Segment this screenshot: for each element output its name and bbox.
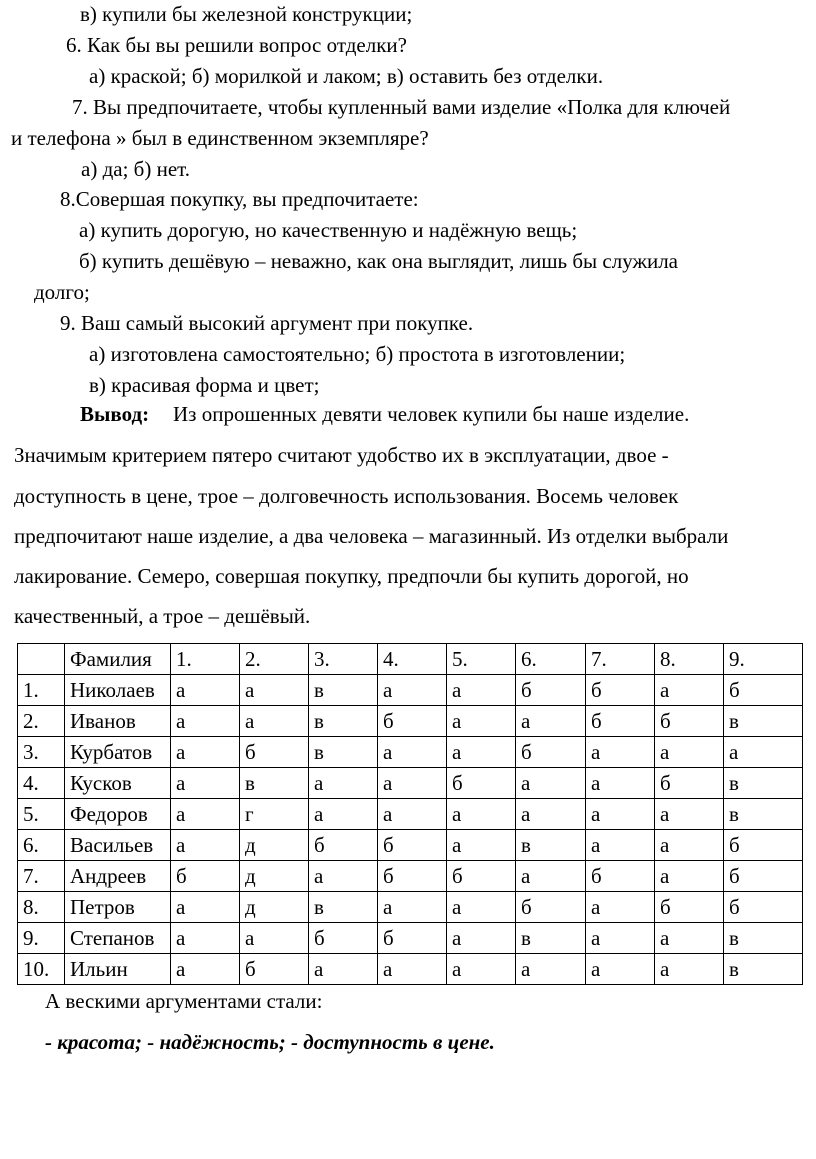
table-cell: а	[171, 923, 240, 954]
table-cell: б	[724, 675, 803, 706]
table-header-cell: 2.	[240, 644, 309, 675]
table-cell: а	[655, 675, 724, 706]
question-7-line2: и телефона » был в единственном экземпляре?	[11, 126, 429, 150]
table-cell: а	[586, 892, 655, 923]
question-9: 9. Ваш самый высокий аргумент при покупке.	[60, 311, 474, 335]
table-cell: б	[655, 892, 724, 923]
table-header-row	[18, 644, 803, 675]
table-cell: а	[655, 923, 724, 954]
table-cell: 4.	[18, 768, 65, 799]
table-cell: 9.	[18, 923, 65, 954]
conclusion-label: Вывод:	[80, 402, 150, 426]
table-cell: Курбатов	[65, 737, 171, 768]
table-cell: в	[724, 768, 803, 799]
table-row	[18, 768, 803, 799]
table-cell: б	[447, 861, 516, 892]
table-cell: а	[240, 923, 309, 954]
table-cell: б	[516, 675, 586, 706]
table-cell: 5.	[18, 799, 65, 830]
table-header-cell: 5.	[447, 644, 516, 675]
table-cell: а	[378, 954, 447, 985]
option-9c: в) красивая форма и цвет;	[89, 373, 320, 397]
table-cell: в	[309, 706, 378, 737]
survey-table	[17, 643, 803, 985]
table-cell: б	[378, 861, 447, 892]
table-cell: д	[240, 861, 309, 892]
table-cell: г	[240, 799, 309, 830]
table-cell: а	[171, 675, 240, 706]
table-cell: а	[309, 954, 378, 985]
table-cell: а	[586, 954, 655, 985]
table-cell: Степанов	[65, 923, 171, 954]
table-cell: 8.	[18, 892, 65, 923]
table-cell: а	[171, 830, 240, 861]
table-cell: Ильин	[65, 954, 171, 985]
table-cell: а	[655, 737, 724, 768]
table-cell: б	[724, 861, 803, 892]
options-7: а) да; б) нет.	[81, 157, 190, 181]
table-cell: а	[724, 737, 803, 768]
table-cell: а	[378, 737, 447, 768]
table-cell: а	[447, 892, 516, 923]
arguments-title: А вескими аргументами стали:	[45, 989, 323, 1013]
table-row	[18, 706, 803, 737]
conclusion-line4: предпочитают наше изделие, а два человека – магазинный. Из отделки выбрали	[14, 524, 729, 548]
table-cell: а	[378, 892, 447, 923]
table-row	[18, 861, 803, 892]
table-cell: а	[171, 768, 240, 799]
table-row	[18, 954, 803, 985]
table-row	[18, 892, 803, 923]
table-header-cell: 1.	[171, 644, 240, 675]
table-cell: а	[309, 768, 378, 799]
arguments-list: - красота; - надёжность; - доступность в цене.	[45, 1030, 495, 1054]
table-row	[18, 799, 803, 830]
table-cell: б	[378, 706, 447, 737]
table-cell: а	[655, 861, 724, 892]
table-cell: Николаев	[65, 675, 171, 706]
table-cell: б	[240, 737, 309, 768]
table-header-cell: 6.	[516, 644, 586, 675]
table-cell: а	[240, 675, 309, 706]
table-row	[18, 737, 803, 768]
table-cell: а	[516, 706, 586, 737]
table-cell: а	[516, 768, 586, 799]
table-cell: 1.	[18, 675, 65, 706]
table-cell: Петров	[65, 892, 171, 923]
table-cell: а	[171, 706, 240, 737]
table-cell: б	[724, 830, 803, 861]
table-header-cell: 7.	[586, 644, 655, 675]
table-cell: б	[655, 768, 724, 799]
table-cell: д	[240, 830, 309, 861]
conclusion-line1: Из опрошенных девяти человек купили бы наше изделие.	[173, 402, 690, 426]
table-cell: б	[447, 768, 516, 799]
table-cell: б	[171, 861, 240, 892]
conclusion-line2: Значимым критерием пятеро считают удобство их в эксплуатации, двое -	[14, 443, 669, 467]
table-cell: Федоров	[65, 799, 171, 830]
table-cell: б	[378, 830, 447, 861]
table-cell: а	[171, 954, 240, 985]
table-cell: б	[516, 892, 586, 923]
table-cell: а	[586, 923, 655, 954]
table-cell: а	[447, 706, 516, 737]
table-cell: Кусков	[65, 768, 171, 799]
table-cell: а	[447, 799, 516, 830]
table-cell: а	[655, 954, 724, 985]
table-cell: а	[655, 799, 724, 830]
table-cell: в	[309, 737, 378, 768]
table-cell: а	[240, 706, 309, 737]
conclusion-line5: лакирование. Семеро, совершая покупку, предпочли бы купить дорогой, но	[14, 564, 689, 588]
option-5c: в) купили бы железной конструкции;	[80, 2, 413, 26]
conclusion-line3: доступность в цене, трое – долговечность использования. Восемь человек	[14, 484, 679, 508]
table-cell: 6.	[18, 830, 65, 861]
table-header-cell: 8.	[655, 644, 724, 675]
options-6: а) краской; б) морилкой и лаком; в) оставить без отделки.	[89, 64, 604, 88]
table-cell: а	[516, 954, 586, 985]
table-header-cell: 4.	[378, 644, 447, 675]
table-cell: а	[586, 830, 655, 861]
table-cell: а	[309, 799, 378, 830]
option-8b-line1: б) купить дешёвую – неважно, как она выглядит, лишь бы служила	[79, 249, 678, 273]
table-cell: а	[586, 799, 655, 830]
options-9ab: а) изготовлена самостоятельно; б) простота в изготовлении;	[89, 342, 626, 366]
table-cell: а	[586, 768, 655, 799]
table-cell: а	[171, 737, 240, 768]
table-row	[18, 675, 803, 706]
table-cell: д	[240, 892, 309, 923]
table-cell: б	[309, 923, 378, 954]
table-cell: б	[516, 737, 586, 768]
table-cell: а	[447, 954, 516, 985]
table-cell: в	[724, 923, 803, 954]
table-row	[18, 830, 803, 861]
table-cell: б	[378, 923, 447, 954]
table-header-cell: Фамилия	[65, 644, 171, 675]
table-cell: а	[447, 830, 516, 861]
table-row	[18, 923, 803, 954]
table-cell: 3.	[18, 737, 65, 768]
table-cell: б	[724, 892, 803, 923]
table-cell: а	[378, 768, 447, 799]
table-cell: а	[655, 830, 724, 861]
option-8b-line2: долго;	[34, 280, 90, 304]
table-cell: в	[240, 768, 309, 799]
table-cell: в	[309, 675, 378, 706]
table-cell: а	[586, 737, 655, 768]
table-cell: в	[309, 892, 378, 923]
table-cell: а	[447, 923, 516, 954]
table-cell: в	[724, 706, 803, 737]
conclusion-line6: качественный, а трое – дешёвый.	[14, 604, 311, 628]
table-cell: б	[586, 861, 655, 892]
table-cell: а	[309, 861, 378, 892]
table-cell: а	[378, 799, 447, 830]
table-cell: б	[309, 830, 378, 861]
survey-table-body	[18, 644, 803, 985]
question-6: 6. Как бы вы решили вопрос отделки?	[66, 33, 407, 57]
table-cell: а	[516, 799, 586, 830]
table-cell: Иванов	[65, 706, 171, 737]
table-header-cell: 9.	[724, 644, 803, 675]
table-cell: а	[516, 861, 586, 892]
table-cell: в	[516, 830, 586, 861]
table-cell: а	[447, 675, 516, 706]
table-cell: а	[447, 737, 516, 768]
table-cell: в	[724, 954, 803, 985]
table-cell: в	[724, 799, 803, 830]
table-cell: б	[586, 706, 655, 737]
table-cell: б	[655, 706, 724, 737]
question-7-line1: 7. Вы предпочитаете, чтобы купленный вами изделие «Полка для ключей	[72, 95, 731, 119]
table-cell: а	[171, 892, 240, 923]
table-cell: 10.	[18, 954, 65, 985]
table-cell: б	[240, 954, 309, 985]
table-cell: в	[516, 923, 586, 954]
question-8: 8.Совершая покупку, вы предпочитаете:	[60, 187, 419, 211]
table-cell: Васильев	[65, 830, 171, 861]
table-cell: б	[586, 675, 655, 706]
table-cell: а	[171, 799, 240, 830]
table-header-cell: 3.	[309, 644, 378, 675]
table-cell: а	[378, 675, 447, 706]
option-8a: а) купить дорогую, но качественную и надёжную вещь;	[79, 218, 578, 242]
table-cell: Андреев	[65, 861, 171, 892]
table-header-cell	[18, 644, 65, 675]
table-cell: 2.	[18, 706, 65, 737]
table-cell: 7.	[18, 861, 65, 892]
